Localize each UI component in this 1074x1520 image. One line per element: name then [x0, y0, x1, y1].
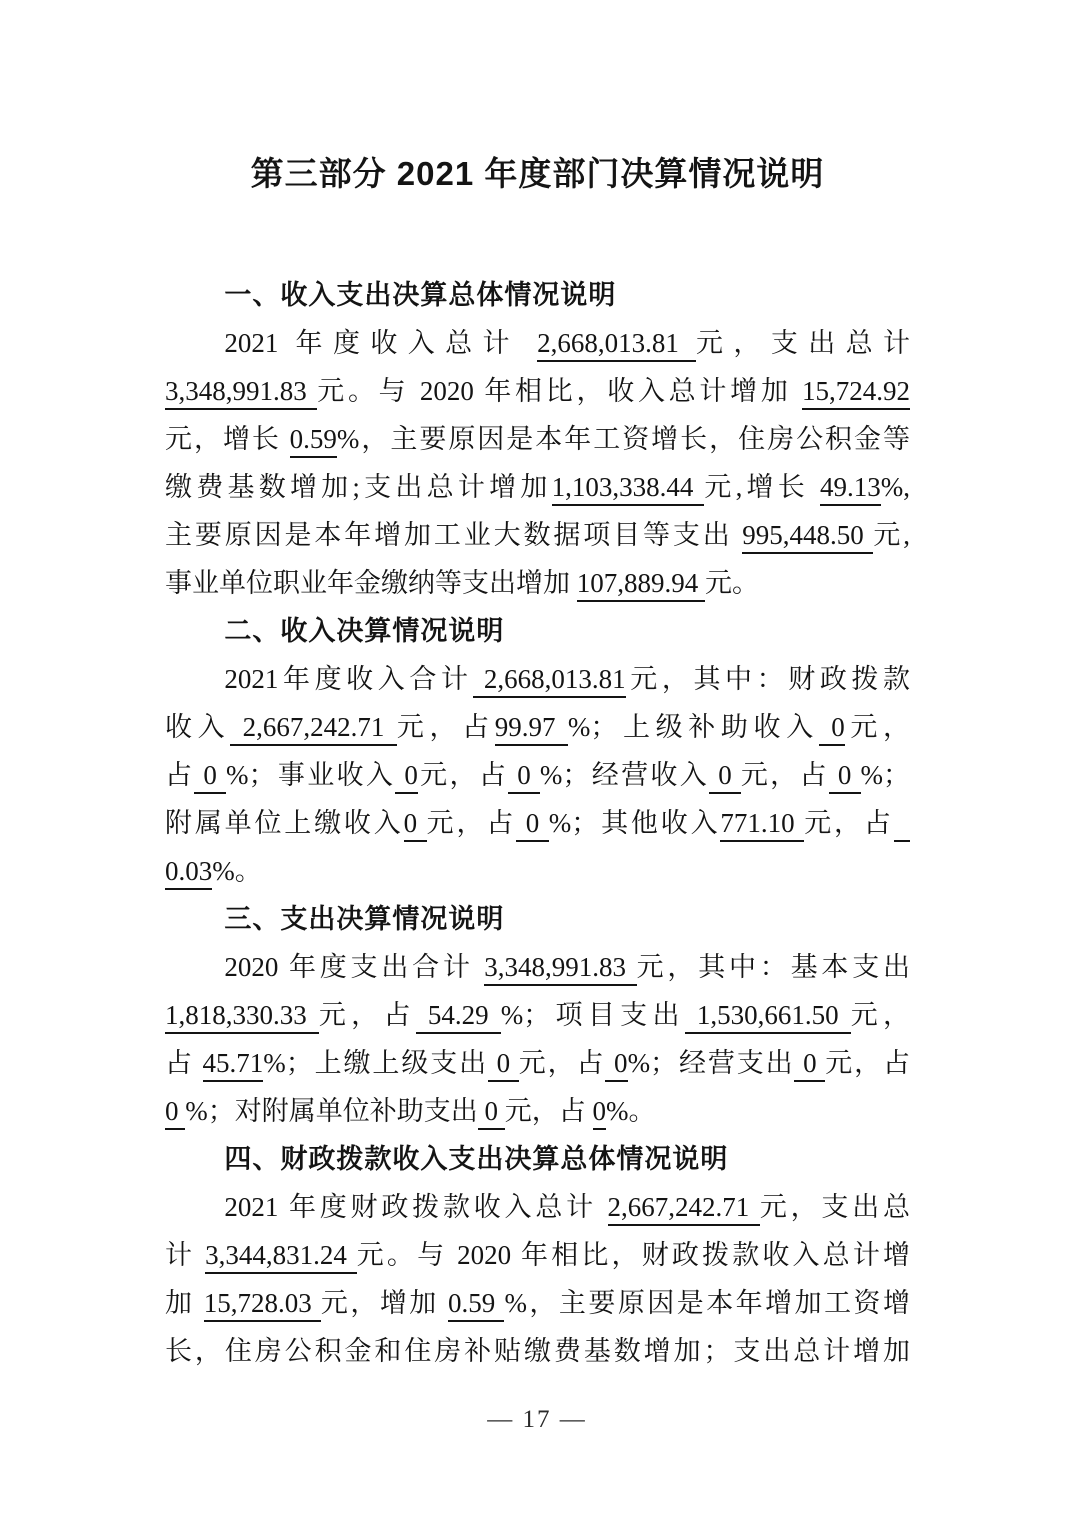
document-title: 第三部分 2021 年度部门决算情况说明	[250, 155, 825, 192]
text-segment: %；事业收入	[226, 760, 396, 790]
text-segment: 元，增长	[165, 424, 290, 454]
underlined-value: 3,348,991.83	[484, 952, 636, 986]
text-line	[165, 319, 910, 367]
text-segment: 元，其中：基本支出	[636, 952, 910, 982]
underlined-value: 0	[516, 808, 549, 842]
text-line	[165, 1087, 910, 1135]
text-segment: 二、收入决算情况说明	[224, 616, 505, 646]
underlined-value: 0.59	[290, 424, 337, 458]
text-line	[165, 1231, 910, 1279]
section-heading	[165, 271, 910, 319]
text-segment: 元，占	[396, 712, 495, 742]
text-segment: 元，占	[740, 760, 829, 790]
text-segment: 元，增加	[320, 1288, 448, 1318]
text-segment: %；	[860, 760, 910, 790]
text-segment: 元。	[705, 568, 759, 598]
text-segment: 2021 年度财政拨款收入总计	[224, 1192, 608, 1222]
underlined-value: 15,724.92	[802, 376, 910, 410]
text-line	[165, 1327, 910, 1375]
text-segment: 元，其中：财政拨款	[625, 664, 910, 694]
underlined-value: 1,530,661.50	[685, 1000, 851, 1034]
text-segment: %。	[212, 856, 262, 886]
text-line	[165, 559, 910, 607]
text-line	[165, 367, 910, 415]
text-segment: 元。与 2020 年相比，收入总计增加	[317, 376, 803, 406]
text-segment: 附属单位上缴收入	[165, 808, 404, 838]
underlined-value: 0.59	[448, 1288, 504, 1322]
underlined-value: 2,668,013.81	[473, 664, 626, 698]
underlined-value: 995,448.50	[742, 520, 873, 554]
text-segment: 事业单位职业年金缴纳等支出增加	[165, 568, 577, 598]
text-segment: 元,增长	[704, 472, 821, 502]
text-segment: 2021 年度收入总计	[224, 328, 538, 358]
text-segment: 长，住房公积金和住房补贴缴费基数增加；支出总计增加	[165, 1336, 910, 1366]
text-segment: 占	[165, 1048, 203, 1078]
text-line	[165, 511, 910, 559]
underlined-value: 0	[508, 760, 540, 794]
underlined-value: 0	[404, 808, 427, 842]
underlined-value: 1,818,330.33	[165, 1000, 319, 1034]
underlined-value: 2,667,242.71	[230, 712, 397, 746]
text-segment: 元，占	[504, 1096, 593, 1126]
underlined-value: 2,668,013.81	[537, 328, 696, 362]
text-line	[165, 655, 910, 703]
text-line	[165, 703, 910, 751]
underlined-value: 0	[194, 760, 226, 794]
underlined-value: 0	[605, 1048, 627, 1082]
underlined-value: 2,667,242.71	[608, 1192, 760, 1226]
section-heading	[165, 1135, 910, 1183]
underlined-value: 0	[829, 760, 861, 794]
underlined-value: 0.03	[165, 856, 212, 890]
text-segment: %；对附属单位补助支出	[185, 1096, 478, 1126]
text-segment: 缴费基数增加;支出总计增加	[165, 472, 552, 502]
text-segment: 元，	[844, 712, 910, 742]
text-segment: 元，支出总	[759, 1192, 910, 1222]
document-body	[165, 271, 910, 1375]
text-segment: 2020 年度支出合计	[224, 952, 485, 982]
text-segment: %；上缴上级支出	[263, 1048, 488, 1078]
text-segment: 占	[165, 760, 195, 790]
underlined-value: 0	[819, 712, 845, 746]
underlined-value: 3,344,831.24	[205, 1240, 357, 1274]
section-heading	[165, 607, 910, 655]
text-line	[165, 799, 910, 847]
text-segment: %，主要原因是本年增加工资增	[504, 1288, 910, 1318]
text-line	[165, 991, 910, 1039]
text-segment: 2021年度收入合计	[224, 664, 473, 694]
underlined-value: 0	[395, 760, 418, 794]
underlined-value: 771.10	[720, 808, 804, 842]
underlined-value: 0	[794, 1048, 825, 1082]
text-segment: 元，占	[318, 1000, 416, 1030]
text-segment: 元，支出总计	[696, 328, 910, 358]
text-line	[165, 1039, 910, 1087]
text-segment: 加	[165, 1288, 204, 1318]
text-line	[165, 943, 910, 991]
text-segment: %；项目支出	[500, 1000, 685, 1030]
text-line	[165, 415, 910, 463]
text-segment: 元，	[850, 1000, 910, 1030]
underlined-value: 0	[478, 1096, 505, 1130]
underlined-value: 0	[488, 1048, 519, 1082]
text-line	[165, 1183, 910, 1231]
text-segment: 收入	[165, 712, 231, 742]
text-segment: %；经营收入	[539, 760, 710, 790]
text-line	[165, 463, 910, 511]
text-segment: %，主要原因是本年工资增长，住房公积金等	[336, 424, 910, 454]
text-segment: 三、支出决算情况说明	[224, 904, 505, 934]
underlined-value: 99.97	[495, 712, 568, 746]
text-segment: 元。与 2020 年相比，财政拨款收入总计增	[356, 1240, 910, 1270]
underlined-value: 49.13	[820, 472, 881, 506]
text-line	[165, 1279, 910, 1327]
underlined-value: 1,103,338.44	[552, 472, 705, 506]
text-segment: %；上级补助收入	[567, 712, 819, 742]
underlined-value: 0	[593, 1096, 607, 1130]
underlined-value: 0	[709, 760, 741, 794]
text-segment: 计	[165, 1240, 206, 1270]
text-segment: %；经营支出	[627, 1048, 795, 1078]
text-segment: 元，占	[518, 1048, 606, 1078]
text-segment: 元，占	[825, 1048, 910, 1078]
text-segment: %。	[606, 1096, 656, 1126]
underlined-value: 45.71	[203, 1048, 264, 1082]
page-number: — 17 —	[487, 1406, 587, 1433]
text-line	[165, 847, 910, 895]
underlined-value: 0	[165, 1096, 185, 1130]
text-segment: 元，占	[804, 808, 894, 838]
underlined-value: 3,348,991.83	[165, 376, 317, 410]
text-segment: %；其他收入	[548, 808, 721, 838]
text-segment: 元，占	[426, 808, 517, 838]
text-segment: 一、收入支出决算总体情况说明	[224, 280, 617, 310]
text-segment: 主要原因是本年增加工业大数据项目等支出	[165, 520, 743, 550]
underlined-value: 107,889.94	[577, 568, 705, 602]
text-line	[165, 751, 910, 799]
text-segment: 元，占	[417, 760, 509, 790]
section-heading	[165, 895, 910, 943]
text-segment: %,	[880, 472, 910, 502]
underlined-value: 54.29	[416, 1000, 501, 1034]
underlined-value: 15,728.03	[204, 1288, 321, 1322]
underlined-value	[894, 808, 910, 842]
text-segment: 四、财政拨款收入支出决算总体情况说明	[224, 1144, 729, 1174]
text-segment: 元,	[873, 520, 910, 550]
